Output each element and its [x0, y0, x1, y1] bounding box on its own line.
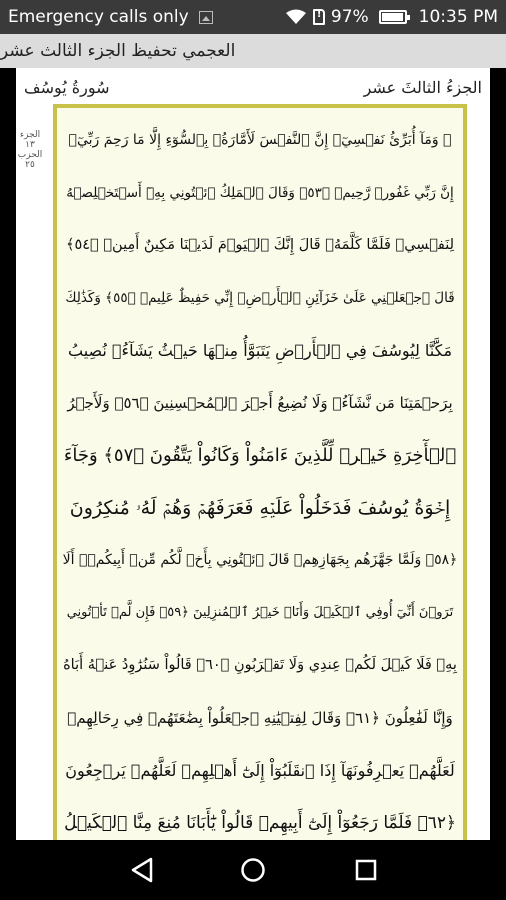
surah-header: سُورةُ يُوسُف — [24, 78, 110, 97]
sim-alert-icon — [313, 9, 325, 25]
verse-line: تَرَوۡنَ أَنِّيٓ أُوفِي ٱلۡكَيۡلَ وَأَنَا۠ خَيۡرُ ٱلۡمُنزِلِينَ ﴿٥٩﴾ فَإِن لَّمۡ تَأۡتُونِي — [66, 605, 454, 621]
app-title-bar — [0, 34, 506, 68]
hizb-margin-note — [16, 130, 44, 170]
home-button[interactable] — [233, 854, 273, 886]
verse-line: بِرَحۡمَتِنَا مَن نَّشَآءُۖ وَلَا نُضِيعُ أَجۡرَ ٱلۡمُحۡسِنِينَ ﴿٥٦﴾ وَلَأَجۡرُ — [67, 393, 453, 412]
verse-line: لَعَلَّهُمۡ يَعۡرِفُونَهَآ إِذَا ٱنقَلَبُوٓاْ إِلَىٰٓ أَهۡلِهِمۡ لَعَلَّهُمۡ يَرۡجِعُونَ — [65, 760, 455, 780]
battery-icon — [379, 10, 407, 24]
mushaf-page[interactable] — [0, 68, 506, 840]
app-title: العجمي تحفيظ الجزء الثالث عشر — [0, 41, 236, 61]
margin-note-juz: الجزء ١٣ — [19, 130, 41, 150]
verse-line: بِهِۦ فَلَا كَيۡلَ لَكُمۡ عِندِي وَلَا تَقۡرَبُونِ ﴿٦٠﴾ قَالُواْ سَنُرَٰوِدُ عَنۡهُ أَبَاهُ — [63, 657, 457, 674]
carrier-text: Emergency calls only — [8, 7, 189, 27]
status-bar — [0, 0, 506, 34]
margin-note-hizb: الحزب ٢٥ — [17, 150, 43, 170]
verse-line: إِنَّ رَبِّي غَفُورٞ رَّحِيمٞ ﴿٥٣﴾ وَقَالَ ٱلۡمَلِكُ ٱئۡتُونِي بِهِۦٓ أَسۡتَخۡلِصۡهُ — [66, 184, 454, 201]
navigation-bar — [0, 840, 506, 900]
verse-line: مَكَّنَّا لِيُوسُفَ فِي ٱلۡأَرۡضِ يَتَبَوَّأُ مِنۡهَا حَيۡثُ يَشَآءُۚ نُصِيبُ — [67, 340, 453, 360]
clock: 10:35 PM — [418, 7, 498, 27]
back-button[interactable] — [122, 854, 162, 886]
home-icon — [240, 857, 266, 883]
verse-line: ۞ وَمَآ أُبَرِّئُ نَفۡسِيٓۚ إِنَّ ٱلنَّفۡسَ لَأَمَّارَةُۢ بِٱلسُّوٓءِ إِلَّا مَا رَحِمَ رَبِّيٓۚ — [68, 132, 452, 149]
recent-apps-button[interactable] — [346, 854, 386, 886]
page-paper — [16, 68, 490, 840]
image-notification-icon — [199, 11, 213, 24]
status-right — [285, 7, 498, 27]
juz-header: الجزءُ الثالثَ عشر — [363, 78, 482, 97]
back-icon — [130, 857, 154, 883]
verse-line: ﴿٥٨﴾ وَلَمَّا جَهَّزَهُم بِجَهَازِهِمۡ قَالَ ٱئۡتُونِي بِأَخٖ لَّكُم مِّنۡ أَبِيكُمۡۚ أَلَا — [62, 552, 458, 569]
verse-frame — [53, 104, 467, 840]
page-header — [16, 74, 490, 108]
verse-line: إِخۡوَةُ يُوسُفَ فَدَخَلُواْ عَلَيۡهِ فَعَرَفَهُمۡ وَهُمۡ لَهُۥ مُنكِرُونَ — [69, 496, 451, 519]
battery-percent: 97% — [330, 7, 369, 27]
verse-line: قَالَ ٱجۡعَلۡنِي عَلَىٰ خَزَآئِنِ ٱلۡأَرۡضِۖ إِنِّي حَفِيظٌ عَلِيمٞ ﴿٥٥﴾ وَكَذَٰلِكَ — [65, 289, 455, 306]
verse-lines — [57, 114, 463, 849]
wifi-icon — [285, 9, 307, 25]
verse-line: لِنَفۡسِيۖ فَلَمَّا كَلَّمَهُۥ قَالَ إِنَّكَ ٱلۡيَوۡمَ لَدَيۡنَا مَكِينٌ أَمِينٞ ﴿٥٤﴾ — [65, 237, 455, 254]
verse-line: ﴿٦٢﴾ فَلَمَّا رَجَعُوٓاْ إِلَىٰٓ أَبِيهِمۡ قَالُواْ يَٰٓأَبَانَا مُنِعَ مِنَّا ٱلۡكَيۡلُ — [64, 813, 456, 834]
verse-line: وَإِنَّا لَفَٰعِلُونَ ﴿٦١﴾ وَقَالَ لِفِتۡيَٰنِهِ ٱجۡعَلُواْ بِضَٰعَتَهُمۡ فِي رِحَالِهِمۡ — [67, 708, 453, 727]
recent-apps-icon — [354, 858, 378, 882]
status-left — [8, 7, 213, 27]
battery-fill — [382, 13, 403, 21]
verse-line: ٱلۡأٓخِرَةِ خَيۡرٞ لِّلَّذِينَ ءَامَنُواْ وَكَانُواْ يَتَّقُونَ ﴿٥٧﴾ وَجَآءَ — [63, 444, 457, 466]
